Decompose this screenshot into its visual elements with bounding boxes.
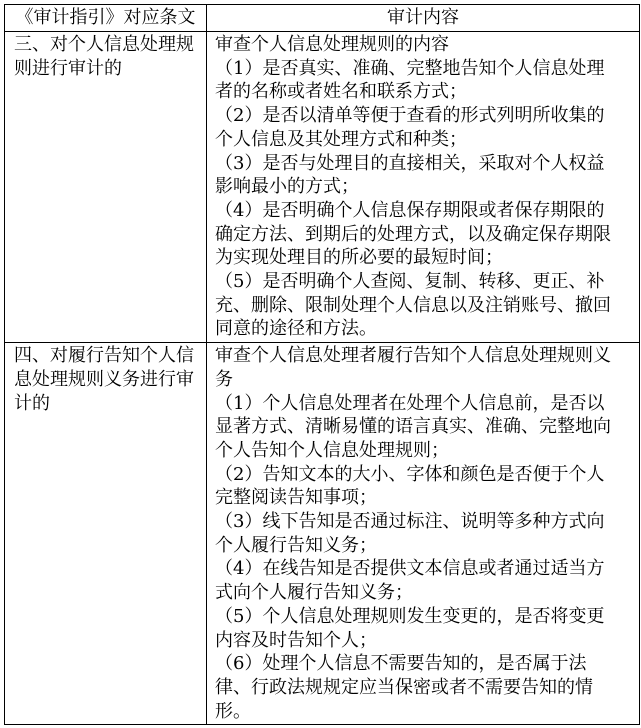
content-cell	[207, 343, 640, 725]
content-item: （4）是否明确个人信息保存期限或者保存期限的确定方法、到期后的处理方式，以及确定保存期限为实现处理目的所必要的最短时间；	[215, 199, 611, 269]
article-text: 三、对个人信息处理规则进行审计的	[14, 34, 194, 79]
content-item: （3）是否与处理目的直接相关，采取对个人权益影响最小的方式；	[215, 152, 605, 198]
content-cell	[207, 32, 640, 343]
table-row	[5, 343, 640, 725]
content-item: （1）是否真实、准确、完整地告知个人信息处理者的名称或者姓名和联系方式；	[215, 57, 605, 103]
content-item: （3）线下告知是否通过标注、说明等多种方式向个人履行告知义务；	[215, 511, 605, 556]
content-item: （6）处理个人信息不需要告知的，是否属于法律、行政法规规定应当保密或者不需要告知的情形。	[215, 653, 593, 722]
header-content-label: 审计内容	[387, 7, 459, 29]
header-row	[5, 5, 640, 32]
content-intro: 审查个人信息处理者履行告知个人信息处理规则义务	[215, 345, 611, 390]
audit-table	[4, 4, 640, 725]
header-article-cell	[5, 5, 207, 32]
article-cell	[5, 32, 207, 343]
content-body	[215, 33, 615, 341]
content-body	[215, 344, 615, 723]
table-header	[5, 5, 640, 32]
header-article-label: 《审计指引》对应条文	[15, 7, 196, 29]
content-intro: 审查个人信息处理规则的内容	[215, 34, 449, 55]
article-text: 四、对履行告知个人信息处理规则义务进行审计的	[14, 345, 194, 414]
table-row	[5, 32, 640, 343]
content-item: （4）在线告知是否提供文本信息或者通过适当方式向个人履行告知义务；	[215, 558, 605, 604]
header-content-cell	[207, 5, 640, 32]
content-item: （2）告知文本的大小、字体和颜色是否便于个人完整阅读告知事项；	[215, 463, 605, 509]
content-item: （5）个人信息处理规则发生变更的，是否将变更内容及时告知个人；	[215, 605, 605, 651]
content-item: （5）是否明确个人查阅、复制、转移、更正、补充、删除、限制处理个人信息以及注销账号、撤回同意的途径和方法。	[215, 271, 611, 340]
article-cell	[5, 343, 207, 725]
content-item: （1）个人信息处理者在处理个人信息前，是否以显著方式、清晰易懂的语言真实、准确、完整地向个人告知个人信息处理规则；	[215, 392, 611, 461]
table-body	[5, 32, 640, 725]
content-item: （2）是否以清单等便于查看的形式列明所收集的个人信息及其处理方式和种类；	[215, 105, 605, 150]
